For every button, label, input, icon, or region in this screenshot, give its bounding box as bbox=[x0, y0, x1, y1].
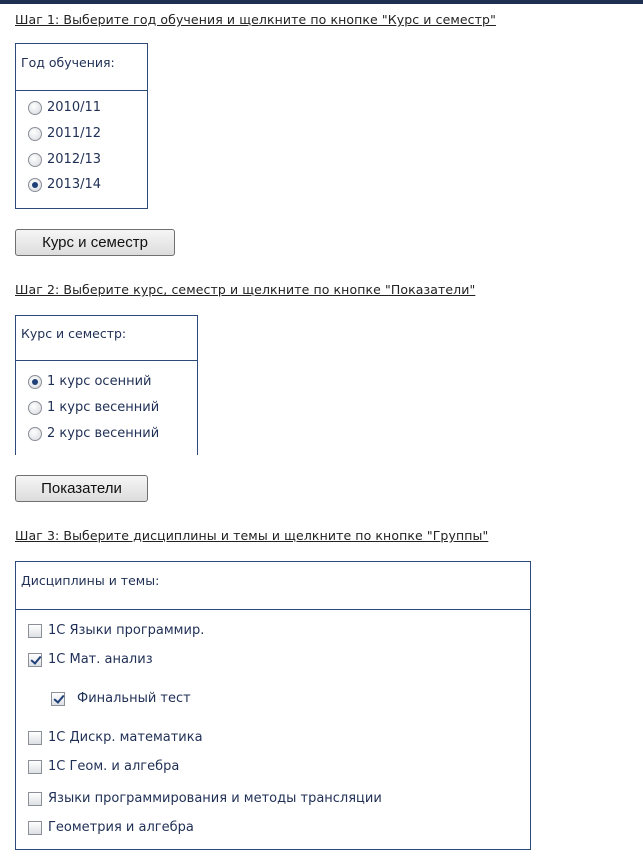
year-radio-selected[interactable] bbox=[28, 178, 42, 192]
discipline-label: 1С Языки программир. bbox=[48, 623, 205, 638]
course-panel-title: Курс и семестр: bbox=[16, 316, 197, 361]
discipline-item[interactable] bbox=[28, 623, 204, 638]
topic-item[interactable] bbox=[51, 691, 191, 706]
course-option-label: 1 курс осенний bbox=[47, 374, 152, 389]
year-radio[interactable] bbox=[28, 101, 42, 115]
course-option-label: 2 курс весенний bbox=[47, 426, 160, 441]
discipline-checkbox-checked[interactable] bbox=[28, 653, 42, 667]
topic-label: Финальный тест bbox=[77, 691, 191, 706]
year-option-2013-14[interactable] bbox=[28, 177, 101, 192]
discipline-checkbox[interactable] bbox=[28, 624, 42, 638]
top-bar bbox=[0, 0, 643, 4]
disciplines-panel-title: Дисциплины и темы: bbox=[16, 562, 530, 610]
discipline-label: Языки программирования и методы трансляции bbox=[48, 791, 382, 806]
discipline-checkbox[interactable] bbox=[28, 760, 42, 774]
indicators-button[interactable]: Показатели bbox=[15, 475, 148, 502]
discipline-label: Геометрия и алгебра bbox=[48, 820, 194, 835]
discipline-label: 1С Мат. анализ bbox=[48, 652, 153, 667]
year-option-2011-12[interactable] bbox=[28, 126, 101, 141]
year-panel bbox=[15, 43, 148, 209]
course-option-1-autumn[interactable] bbox=[28, 374, 151, 389]
step2-instruction: Шаг 2: Выберите курс, семестр и щелкните по кнопке "Показатели" bbox=[15, 282, 476, 297]
year-option-label: 2013/14 bbox=[47, 177, 102, 192]
discipline-label: 1С Дискр. математика bbox=[48, 730, 203, 745]
discipline-checkbox[interactable] bbox=[28, 821, 42, 835]
discipline-checkbox[interactable] bbox=[28, 731, 42, 745]
course-option-2-spring[interactable] bbox=[28, 426, 159, 441]
year-option-label: 2010/11 bbox=[47, 100, 102, 115]
course-panel bbox=[15, 315, 198, 455]
discipline-item[interactable] bbox=[28, 820, 194, 835]
discipline-item[interactable] bbox=[28, 759, 179, 774]
year-radio[interactable] bbox=[28, 127, 42, 141]
disciplines-panel bbox=[15, 561, 531, 850]
year-option-2010-11[interactable] bbox=[28, 100, 101, 115]
course-option-label: 1 курс весенний bbox=[47, 400, 160, 415]
topic-checkbox-checked[interactable] bbox=[51, 692, 65, 706]
discipline-item[interactable] bbox=[28, 730, 203, 745]
course-radio-selected[interactable] bbox=[28, 375, 42, 389]
discipline-checkbox[interactable] bbox=[28, 792, 42, 806]
course-semester-button[interactable]: Курс и семестр bbox=[15, 229, 175, 256]
year-option-label: 2011/12 bbox=[47, 126, 102, 141]
discipline-item[interactable] bbox=[28, 652, 153, 667]
year-option-label: 2012/13 bbox=[47, 152, 102, 167]
year-option-2012-13[interactable] bbox=[28, 152, 101, 167]
year-panel-title: Год обучения: bbox=[16, 44, 147, 91]
course-radio[interactable] bbox=[28, 427, 42, 441]
step1-instruction: Шаг 1: Выберите год обучения и щелкните по кнопке "Курс и семестр" bbox=[15, 12, 496, 27]
year-radio[interactable] bbox=[28, 153, 42, 167]
course-radio[interactable] bbox=[28, 401, 42, 415]
course-option-1-spring[interactable] bbox=[28, 400, 159, 415]
step3-instruction: Шаг 3: Выберите дисциплины и темы и щелкните по кнопке "Группы" bbox=[15, 528, 489, 543]
discipline-label: 1С Геом. и алгебра bbox=[48, 759, 180, 774]
discipline-item[interactable] bbox=[28, 791, 382, 806]
